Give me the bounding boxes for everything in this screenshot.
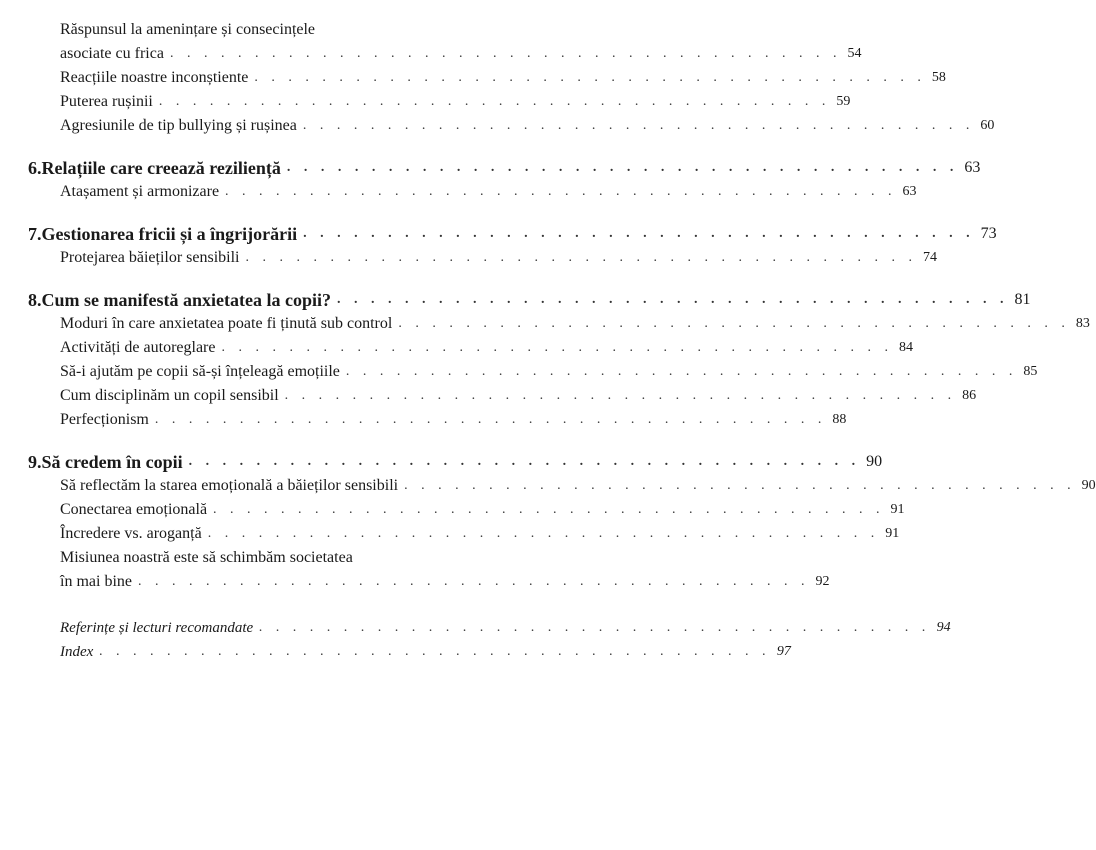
toc-entry [60,112,995,136]
leader-dots: . . . . . . . . . . . . . . . . . . . . . . . . . . . . . . . . . . . . . . . . [286,160,959,175]
leader-dots: . . . . . . . . . . . . . . . . . . . . . . . . . . . . . . . . . . . . . . . . [245,250,917,265]
toc-entry [60,334,913,358]
toc-entry [60,178,917,202]
toc-entry-title: Să-i ajutăm pe copii să-și înțeleagă emoțiile [60,363,340,380]
chapter-number: 9. [28,452,42,472]
toc-page-number: 90 [866,453,883,470]
leader-dots: . . . . . . . . . . . . . . . . . . . . . . . . . . . . . . . . . . . . . . . . [303,226,975,241]
leader-dots: . . . . . . . . . . . . . . . . . . . . . . . . . . . . . . . . . . . . . . . . [404,478,1076,493]
toc-page-number: 63 [964,159,981,176]
toc-page-number: 54 [847,46,862,61]
leader-dots: . . . . . . . . . . . . . . . . . . . . . . . . . . . . . . . . . . . . . . . . [207,526,880,541]
chapter-number: 6. [28,158,42,178]
toc-entry-title: Reacțiile noastre inconștiente [60,69,249,86]
toc-entry-title: Protejarea băieților sensibili [60,249,240,266]
leader-dots: . . . . . . . . . . . . . . . . . . . . . . . . . . . . . . . . . . . . . . . . [302,118,975,133]
toc-page-number: 86 [962,388,977,403]
leader-dots: . . . . . . . . . . . . . . . . . . . . . . . . . . . . . . . . . . . . . . . . [259,620,931,635]
leader-dots: . . . . . . . . . . . . . . . . . . . . . . . . . . . . . . . . . . . . . . . . [154,412,827,427]
toc-entry-title: Cum disciplinăm un copil sensibil [60,387,279,404]
toc-entry-title: Să reflectăm la starea emoțională a băieților sensibili [60,477,399,494]
toc-entry [60,40,862,64]
toc-entry-title: Încredere vs. aroganță [60,525,202,542]
toc-entry-title: Conectarea emoțională [60,501,208,518]
leader-dots: . . . . . . . . . . . . . . . . . . . . . . . . . . . . . . . . . . . . . . . . [169,46,842,61]
leader-dots: . . . . . . . . . . . . . . . . . . . . . . . . . . . . . . . . . . . . . . . . [254,70,926,85]
toc-entry-title: Referințe și lecturi recomandate [60,620,254,636]
chapter-title: Gestionarea fricii și a îngrijorării [41,224,298,244]
toc-page-number: 85 [1023,364,1038,379]
leader-dots: . . . . . . . . . . . . . . . . . . . . . . . . . . . . . . . . . . . . . . . . [213,502,885,517]
toc-entry [60,64,946,88]
toc-page-number: 59 [836,94,851,109]
toc-chapter [28,152,981,178]
toc-chapter [28,284,1031,310]
toc-chapter [28,446,883,472]
toc-entry-title: Activități de autoreglare [60,339,216,356]
leader-dots: . . . . . . . . . . . . . . . . . . . . . . . . . . . . . . . . . . . . . . . . [225,184,897,199]
toc-entry-title: Agresiunile de tip bullying și rușinea [60,117,297,134]
toc-entry-title: asociate cu frica [60,45,164,62]
toc-page-number: 91 [885,526,900,541]
leader-dots: . . . . . . . . . . . . . . . . . . . . . . . . . . . . . . . . . . . . . . . . [158,94,831,109]
leader-dots: . . . . . . . . . . . . . . . . . . . . . . . . . . . . . . . . . . . . . . . . [345,364,1018,379]
leader-dots: . . . . . . . . . . . . . . . . . . . . . . . . . . . . . . . . . . . . . . . . [99,644,771,659]
toc-page-number: 94 [936,620,951,635]
toc-entry [60,358,1038,382]
toc-page-number: 60 [980,118,995,133]
toc-entry [60,496,905,520]
toc-page-number: 83 [1075,316,1090,331]
toc-entry-title: Atașament și armonizare [60,183,220,200]
toc-page-number: 81 [1014,291,1031,308]
toc-page-number: 90 [1081,478,1096,493]
toc-entry [60,568,830,592]
toc-page-number: 84 [898,340,913,355]
toc-entry-title: Puterea rușinii [60,93,153,110]
chapter-title: Relațiile care creează reziliență [41,158,281,178]
toc-page-number: 63 [902,184,917,199]
chapter-title: Cum se manifestă anxietatea la copii? [41,290,331,310]
toc-entry [60,472,1096,496]
toc-entry-title: Index [60,644,94,660]
toc-page-number: 91 [890,502,905,517]
toc-page-number: 58 [931,70,946,85]
leader-dots: . . . . . . . . . . . . . . . . . . . . . . . . . . . . . . . . . . . . . . . . [137,574,810,589]
toc-entry [60,88,851,112]
toc-page-number: 97 [776,644,791,659]
toc-entry-title-line: Misiunea noastră este să schimbăm societatea [60,549,353,566]
leader-dots: . . . . . . . . . . . . . . . . . . . . . . . . . . . . . . . . . . . . . . . . [336,292,1009,307]
toc-chapter [28,218,997,244]
toc-entry-title: Perfecționism [60,411,149,428]
leader-dots: . . . . . . . . . . . . . . . . . . . . . . . . . . . . . . . . . . . . . . . . [188,454,861,469]
toc-page-number: 92 [815,574,830,589]
toc-page-number: 88 [832,412,847,427]
toc-entry [60,406,847,430]
toc-entry [60,310,1090,334]
chapter-title: Să credem în copii [41,452,183,472]
toc-entry [60,520,900,544]
chapter-number: 7. [28,224,42,244]
toc-entry [60,244,937,268]
toc-entry [60,638,791,662]
toc-entry [60,614,951,638]
leader-dots: . . . . . . . . . . . . . . . . . . . . . . . . . . . . . . . . . . . . . . . . [284,388,957,403]
toc-page-number: 74 [923,250,937,265]
toc-entry-title-line: Răspunsul la amenințare și consecințele [60,21,316,38]
leader-dots: . . . . . . . . . . . . . . . . . . . . . . . . . . . . . . . . . . . . . . . . [221,340,893,355]
chapter-number: 8. [28,290,42,310]
toc-page-number: 73 [980,225,997,242]
toc-entry-title: în mai bine [60,573,132,590]
toc-entry [60,382,977,406]
toc-entry-title: Moduri în care anxietatea poate fi ținută sub control [60,315,393,332]
leader-dots: . . . . . . . . . . . . . . . . . . . . . . . . . . . . . . . . . . . . . . . . [398,316,1070,331]
